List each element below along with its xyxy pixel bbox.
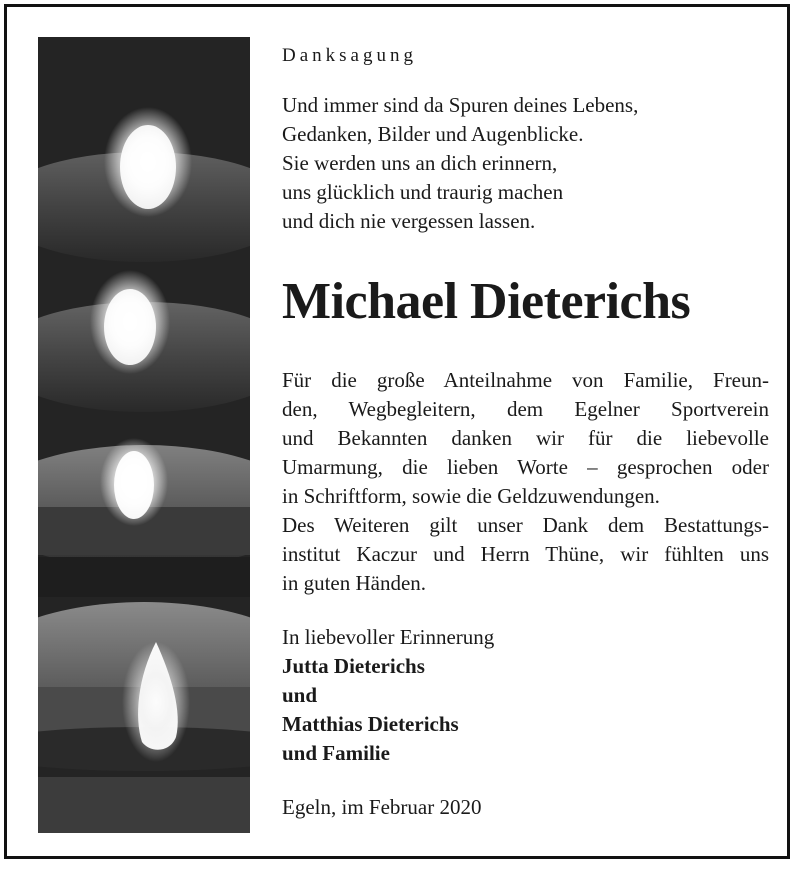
- thanks-line: Des Weiteren gilt unser Dank dem Bestattungs-: [282, 513, 769, 537]
- poem-line: Gedanken, Bilder und Augenblicke.: [282, 122, 584, 146]
- poem-line: uns glücklich und traurig machen: [282, 180, 564, 204]
- thanks-line: Für die große Anteilnahme von Familie, Freun-: [282, 368, 769, 392]
- thanks-text: [282, 366, 769, 598]
- heading: Danksagung: [282, 45, 417, 66]
- candles-photo: [38, 37, 250, 833]
- deceased-name: Michael Dieterichs: [282, 273, 691, 330]
- obituary-frame: [4, 4, 790, 859]
- thanks-line: Umarmung, die lieben Worte – gesprochen oder: [282, 455, 769, 479]
- mourner-family: und Familie: [282, 741, 390, 765]
- text-column: [282, 43, 769, 822]
- place-date: Egeln, im Februar 2020: [282, 795, 482, 819]
- mourner-name: Jutta Dieterichs: [282, 654, 425, 678]
- mourner-conjunction: und: [282, 683, 318, 707]
- thanks-line: in Schriftform, sowie die Geldzuwendungen.: [282, 484, 660, 508]
- thanks-line: in guten Händen.: [282, 571, 427, 595]
- thanks-line: den, Wegbegleitern, dem Egelner Sportverein: [282, 397, 769, 421]
- closing-intro: In liebevoller Erinnerung: [282, 625, 495, 649]
- mourner-name: Matthias Dieterichs: [282, 712, 459, 736]
- thanks-line: und Bekannten danken wir für die liebevolle: [282, 426, 769, 450]
- candles-image: [38, 37, 250, 833]
- poem-line: und dich nie vergessen lassen.: [282, 209, 536, 233]
- poem: [282, 91, 769, 236]
- poem-line: Und immer sind da Spuren deines Lebens,: [282, 93, 639, 117]
- thanks-line: institut Kaczur und Herrn Thüne, wir fühlten uns: [282, 542, 769, 566]
- poem-line: Sie werden uns an dich erinnern,: [282, 151, 558, 175]
- closing-block: [282, 623, 769, 768]
